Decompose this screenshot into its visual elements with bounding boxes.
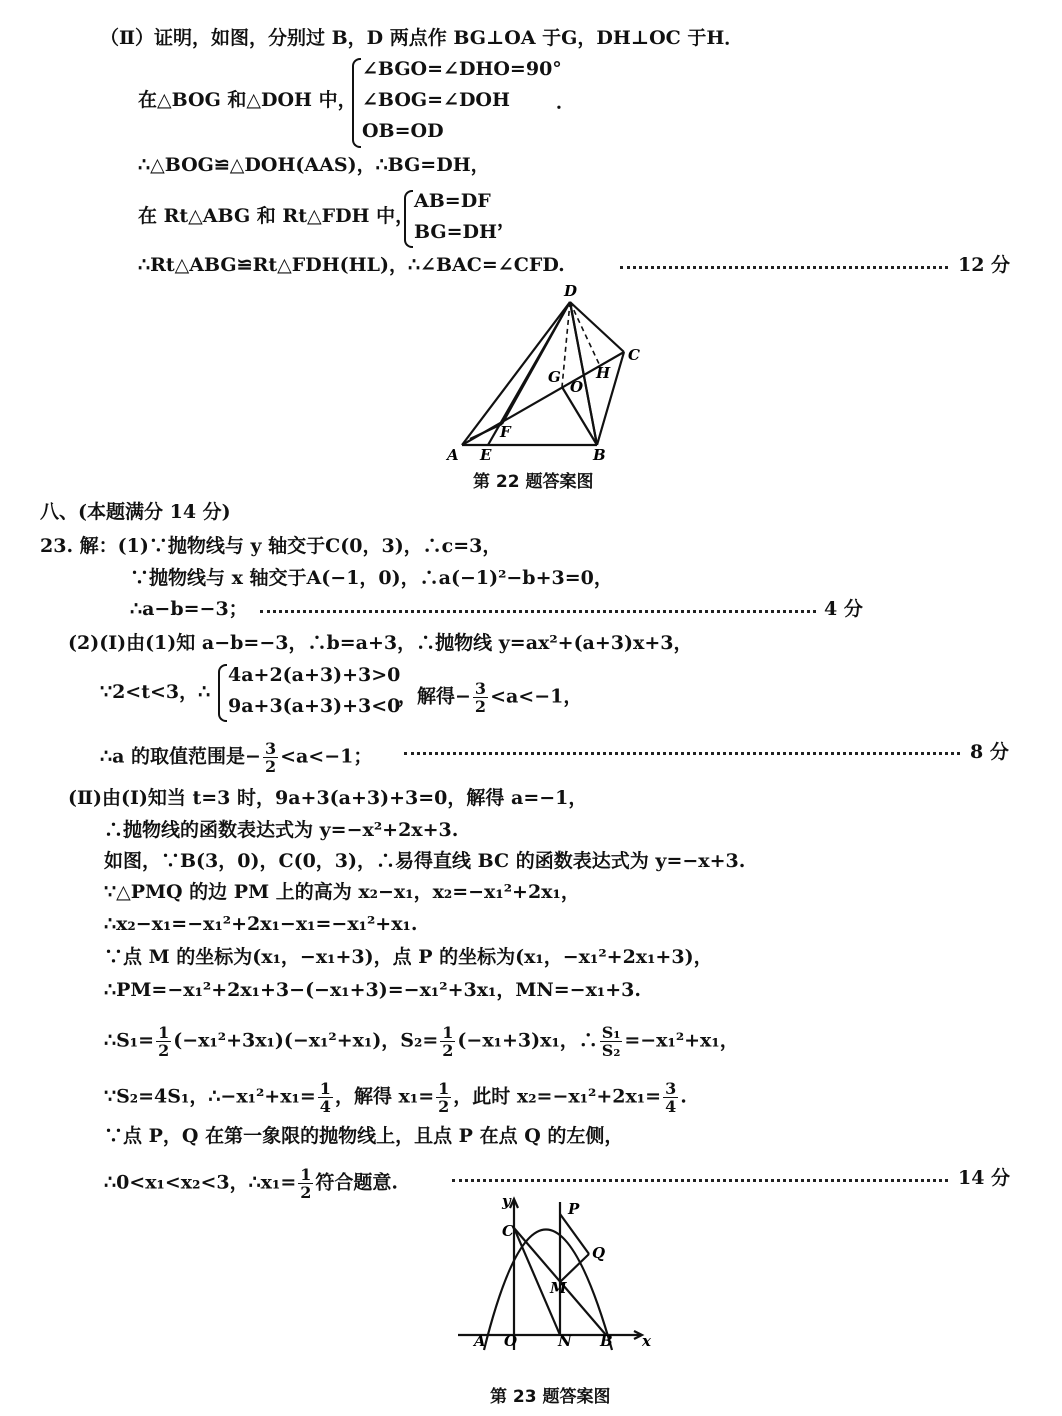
q23-line-7: ∴抛物线的函数表达式为 y=−x²+2x+3. xyxy=(104,819,459,841)
fraction xyxy=(298,1166,313,1201)
text-run: . xyxy=(680,1085,687,1108)
q23-line-6: (Ⅱ)由(Ⅰ)知当 t=3 时，9a+3(a+3)+3=0，解得 a=−1， xyxy=(68,787,588,809)
score-12: 12 分 xyxy=(958,254,1011,276)
text-run: ，解得− xyxy=(398,685,471,708)
fraction xyxy=(318,1080,333,1115)
frac-den: 2 xyxy=(300,1183,312,1202)
system1-prefix: 在△BOG 和△DOH 中， xyxy=(138,89,357,111)
dotted-leader xyxy=(620,266,948,269)
frac-den: 2 xyxy=(264,757,277,776)
congruence-line: ∴△BOG≌△DOH(AAS)，∴BG=DH， xyxy=(138,154,490,176)
text-run: <a<−1； xyxy=(280,745,373,768)
label-G: G xyxy=(548,368,561,386)
line-DF xyxy=(502,302,570,424)
system3-prefix: ∵2<t<3，∴ xyxy=(100,681,211,703)
system1-row: ∠BGO=∠DHO=90° xyxy=(362,58,562,80)
text-run: (−x₁²+3x₁)(−x₁²+x₁)，S₂= xyxy=(173,1029,439,1052)
label-O: O xyxy=(504,1332,518,1350)
frac-num: 3 xyxy=(665,1079,677,1098)
system1-suffix: ． xyxy=(556,91,576,113)
proof-intro-line: （Ⅱ）证明，如图，分别过 B，D 两点作 BG⊥OA 于G，DH⊥OC 于H． xyxy=(100,27,744,49)
score-8: 8 分 xyxy=(970,741,1009,763)
label-B: B xyxy=(600,1332,613,1350)
fraction xyxy=(473,680,488,715)
fraction xyxy=(156,1024,171,1059)
dotted-leader xyxy=(404,752,960,755)
q23-line-16 xyxy=(104,1166,398,1201)
system2-row: AB=DF xyxy=(414,190,491,212)
label-O: O xyxy=(570,378,584,396)
label-A: A xyxy=(447,446,459,462)
q23-line-3: ∴a−b=−3； xyxy=(130,598,248,620)
frac-num: 3 xyxy=(264,739,277,758)
q23-line-13 xyxy=(104,1024,739,1059)
label-N: N xyxy=(558,1332,572,1350)
conclusion-line: ∴Rt△ABG≌Rt△FDH(HL)，∴∠BAC=∠CFD. xyxy=(138,254,565,276)
text-run: (−x₁+3)x₁，∴ xyxy=(457,1029,598,1052)
inequality-row: 9a+3(a+3)+3<0 xyxy=(228,695,401,717)
text-run: ∴a 的取值范围是− xyxy=(100,745,261,768)
dashed-DH xyxy=(570,302,600,366)
text-run: ，此时 x₂=−x₁²+2x₁= xyxy=(453,1085,662,1108)
fraction xyxy=(440,1024,455,1059)
inequality-row: 4a+2(a+3)+3>0 xyxy=(228,664,401,686)
q23-line-4: (2)(Ⅰ)由(1)知 a−b=−3，∴b=a+3，∴抛物线 y=ax²+(a+3)x+3， xyxy=(68,632,693,654)
line-MQ xyxy=(560,1254,589,1282)
score-4: 4 分 xyxy=(824,598,863,620)
figure-22-caption: 第 22 题答案图 xyxy=(473,472,594,492)
frac-num: 1 xyxy=(300,1165,312,1184)
system2-prefix: 在 Rt△ABG 和 Rt△FDH 中， xyxy=(138,205,415,227)
system1-row: ∠BOG=∠DOH xyxy=(362,89,510,111)
label-F: F xyxy=(500,423,511,441)
text-run: <a<−1， xyxy=(490,685,583,708)
text-run: ∵S₂=4S₁，∴−x₁²+x₁= xyxy=(104,1085,316,1108)
score-14: 14 分 xyxy=(958,1167,1011,1189)
frac-den: 2 xyxy=(442,1041,454,1060)
label-C: C xyxy=(502,1222,514,1240)
frac-num: 1 xyxy=(438,1079,450,1098)
figure-23-diagram xyxy=(454,1194,654,1354)
fraction xyxy=(263,740,278,775)
label-P: P xyxy=(568,1200,580,1218)
figure-22-diagram xyxy=(440,282,650,462)
text-run: ∴S₁= xyxy=(104,1029,155,1052)
frac-den: 4 xyxy=(319,1097,331,1116)
label-D: D xyxy=(564,282,578,300)
system1-row: OB=OD xyxy=(362,120,444,142)
label-y: y xyxy=(502,1194,511,1210)
fraction xyxy=(600,1024,623,1059)
frac-den: 4 xyxy=(665,1097,677,1116)
line-PQ xyxy=(560,1214,589,1254)
frac-den: S₂ xyxy=(601,1041,621,1060)
q23-line-1: 23. 解：(1)∵抛物线与 y 轴交于C(0，3)，∴c=3， xyxy=(40,535,502,557)
label-E: E xyxy=(480,446,492,462)
label-M: M xyxy=(550,1279,567,1297)
q23-line-12: ∴PM=−x₁²+2x₁+3−(−x₁+3)=−x₁²+3x₁，MN=−x₁+3. xyxy=(104,979,642,1001)
range-line xyxy=(100,740,372,775)
system3-solution xyxy=(398,680,582,715)
label-x: x xyxy=(642,1332,651,1350)
frac-den: 2 xyxy=(438,1097,450,1116)
label-B: B xyxy=(593,446,606,462)
frac-num: 3 xyxy=(474,679,487,698)
label-C: C xyxy=(628,346,640,364)
system2-suffix: ， xyxy=(497,209,517,231)
text-run: ∴0<x₁<x₂<3，∴x₁= xyxy=(104,1171,297,1194)
q23-line-14 xyxy=(104,1080,687,1115)
q23-line-15: ∵点 P，Q 在第一象限的抛物线上，且点 P 在点 Q 的左侧， xyxy=(104,1125,624,1147)
q23-line-2: ∵抛物线与 x 轴交于A(−1，0)，∴a(−1)²−b+3=0， xyxy=(130,567,613,589)
label-H: H xyxy=(596,364,611,382)
fraction xyxy=(436,1080,451,1115)
q23-line-10: ∴x₂−x₁=−x₁²+2x₁−x₁=−x₁²+x₁. xyxy=(104,913,418,935)
label-Q: Q xyxy=(592,1244,606,1262)
figure-23-caption: 第 23 题答案图 xyxy=(490,1387,611,1407)
section-heading: 八、(本题满分 14 分) xyxy=(40,501,231,523)
fraction xyxy=(663,1080,678,1115)
frac-num: S₁ xyxy=(601,1023,621,1042)
q23-line-8: 如图，∵B(3，0)，C(0，3)，∴易得直线 BC 的函数表达式为 y=−x+3. xyxy=(104,850,746,872)
label-A: A xyxy=(474,1332,486,1350)
frac-den: 2 xyxy=(158,1041,170,1060)
dotted-leader xyxy=(260,610,816,613)
dotted-leader xyxy=(452,1179,948,1182)
text-run: =−x₁²+x₁， xyxy=(624,1029,739,1052)
frac-num: 1 xyxy=(319,1079,331,1098)
frac-num: 1 xyxy=(442,1023,454,1042)
q23-line-9: ∵△PMQ 的边 PM 上的高为 x₂−x₁，x₂=−x₁²+2x₁， xyxy=(104,881,580,903)
q23-line-11: ∵点 M 的坐标为(x₁，−x₁+3)，点 P 的坐标为(x₁，−x₁²+2x₁+3)， xyxy=(104,946,713,968)
system2-row: BG=DH xyxy=(414,221,497,243)
text-run: ，解得 x₁= xyxy=(334,1085,435,1108)
frac-den: 2 xyxy=(474,697,487,716)
frac-num: 1 xyxy=(158,1023,170,1042)
text-run: 符合题意. xyxy=(315,1171,399,1194)
